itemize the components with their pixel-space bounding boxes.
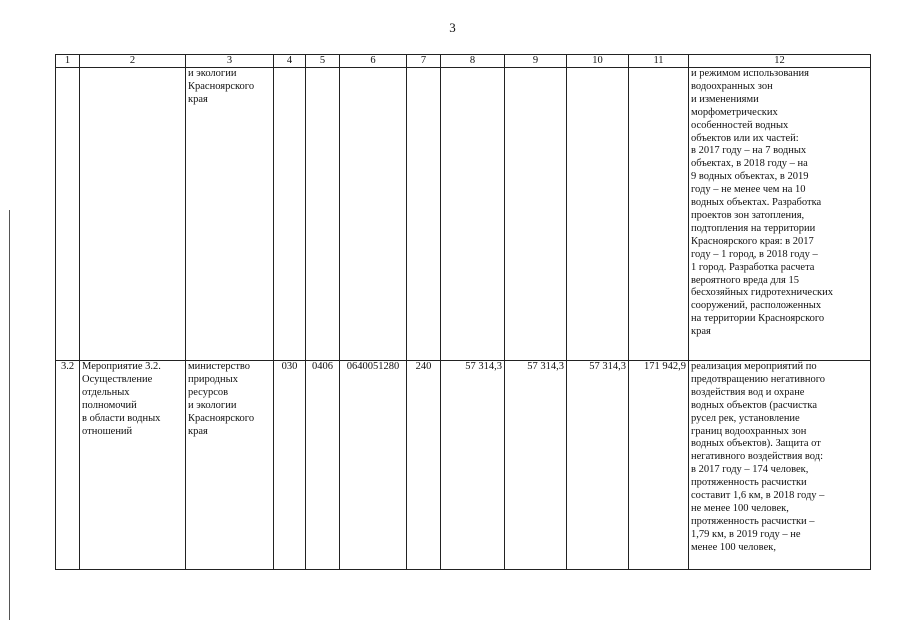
- col-header-6: 6: [340, 55, 407, 68]
- col-header-4: 4: [274, 55, 306, 68]
- executor-cell: и экологии Красноярского края: [186, 68, 274, 361]
- target-article-cell: 0640051280: [340, 361, 407, 570]
- col-header-5: 5: [306, 55, 340, 68]
- amount-2019-cell: 57 314,3: [567, 361, 629, 570]
- amount-2017-cell: [441, 68, 505, 361]
- expense-type-cell: 240: [407, 361, 441, 570]
- amount-total-cell: 171 942,9: [629, 361, 689, 570]
- col-header-11: 11: [629, 55, 689, 68]
- row-number-cell: 3.2: [56, 361, 80, 570]
- amount-2018-cell: 57 314,3: [505, 361, 567, 570]
- grbs-code-cell: 030: [274, 361, 306, 570]
- grbs-code-cell: [274, 68, 306, 361]
- budget-table: [55, 54, 871, 570]
- table-row: [56, 361, 871, 570]
- amount-2018-cell: [505, 68, 567, 361]
- header-row: [56, 55, 871, 68]
- col-header-3: 3: [186, 55, 274, 68]
- expense-type-cell: [407, 68, 441, 361]
- scan-edge-line: [9, 210, 10, 620]
- col-header-2: 2: [80, 55, 186, 68]
- row-number-cell: [56, 68, 80, 361]
- table-row: [56, 68, 871, 361]
- section-code-cell: [306, 68, 340, 361]
- executor-cell: министерство природных ресурсов и экологии Красноярского края: [186, 361, 274, 570]
- col-header-9: 9: [505, 55, 567, 68]
- measure-name-cell: [80, 68, 186, 361]
- col-header-1: 1: [56, 55, 80, 68]
- target-article-cell: [340, 68, 407, 361]
- col-header-10: 10: [567, 55, 629, 68]
- page-number: 3: [449, 20, 456, 35]
- measure-name-cell: Мероприятие 3.2. Осуществление отдельных полномочий в области водных отношений: [80, 361, 186, 570]
- col-header-7: 7: [407, 55, 441, 68]
- expected-result-cell: реализация мероприятий по предотвращению негативного воздействия вод и охране водных объектов (расчистка русел рек, установление границ водоохранных зон водных объектов). Защита от негативного воздействия вод: в 2017 году – 174 человек, протяженность расчистки составит 1,6 км, в 2018 году – не менее 100 человек, протяженность расчистки – 1,79 км, в 2019 году – не менее 100 человек,: [689, 361, 871, 570]
- section-code-cell: 0406: [306, 361, 340, 570]
- amount-2019-cell: [567, 68, 629, 361]
- amount-2017-cell: 57 314,3: [441, 361, 505, 570]
- amount-total-cell: [629, 68, 689, 361]
- col-header-8: 8: [441, 55, 505, 68]
- expected-result-cell: и режимом использования водоохранных зон и изменениями морфометрических особенностей водных объектов или их частей: в 2017 году – на 7 водных объектах, в 2018 году – на 9 водных объектах, в 2019 году – не менее чем на 10 водных объектах. Разработка проектов зон затопления, подтопления на территории Красноярского края: в 2017 году – 1 город, в 2018 году – 1 город. Разработка расчета вероятного вреда для 15 бесхозяйных гидротехнических сооружений, расположенных на территории Красноярского края: [689, 68, 871, 361]
- col-header-12: 12: [689, 55, 871, 68]
